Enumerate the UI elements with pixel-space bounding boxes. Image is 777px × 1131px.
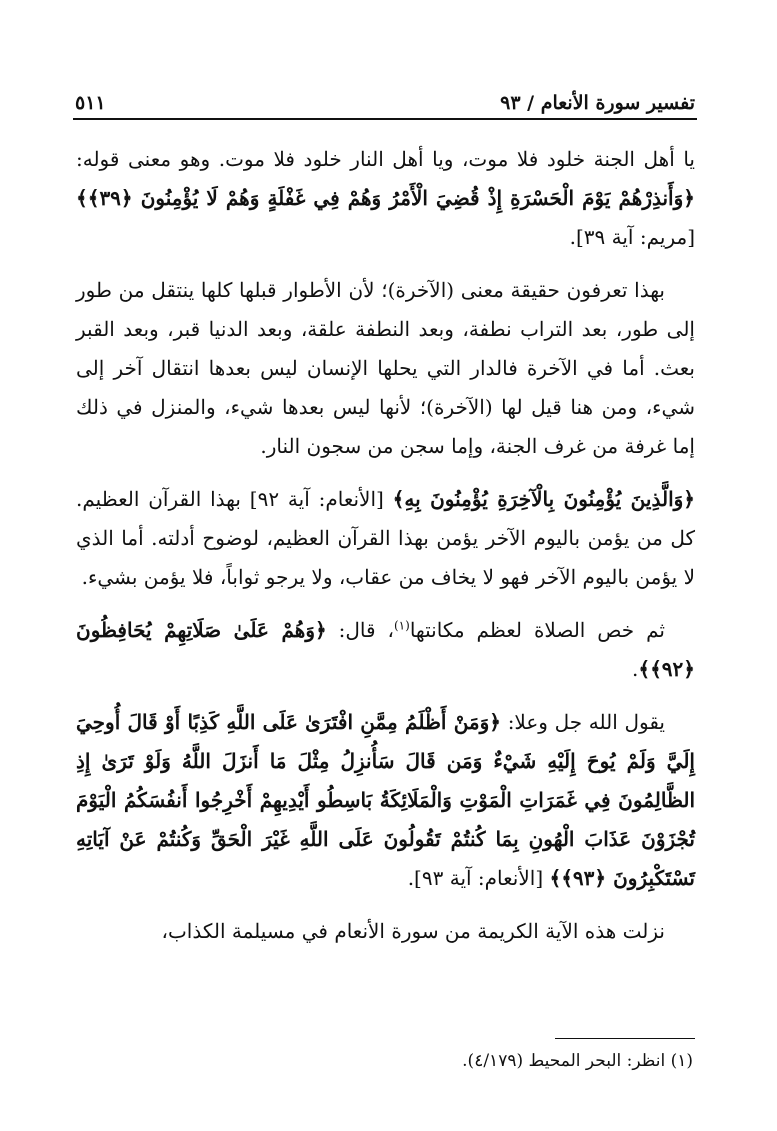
paragraph-text: بهذا تعرفون حقيقة معنى (الآخرة)؛ لأن الأطوار قبلها كلها ينتقل من طور إلى طور، بعد التراب نطفة، وبعد النطفة علقة، وبعد الدنيا قبر، وبعد القبر بعث. أما في الآخرة فالدار التي يحلها الإنسان ليس بعدها انتقال آخر إلى شيء، ومن هنا قيل لها (الآخرة)؛ لأنها ليس بعدها شيء، والمنزل في ذلك إما غرفة من غرف الجنة، وإما سجن من سجون النار. <box>76 278 695 458</box>
footnote-marker: (١) <box>393 618 410 633</box>
header-divider <box>73 118 697 120</box>
paragraph-text: [الأنعام: آية ٩٢] بهذا القرآن العظيم. كل من يؤمن باليوم الآخر يؤمن بهذا القرآن العظيم، لوضوح أدلته. أما الذي لا يؤمن باليوم الآخر فهو لا يخاف من عقاب، ولا يرجو ثواباً، فلا يؤمن بشيء. <box>76 487 695 589</box>
paragraph-text: . <box>632 657 639 681</box>
page-number: ٥١١ <box>75 92 106 114</box>
paragraph-text: يا أهل الجنة خلود فلا موت، ويا أهل النار خلود فلا موت. وهو معنى قوله: <box>76 147 695 171</box>
paragraph-text: ثم خص الصلاة لعظم مكانتها <box>409 618 665 642</box>
running-title: تفسير سورة الأنعام / ٩٣ <box>500 92 695 114</box>
paragraph-text: نزلت هذه الآية الكريمة من سورة الأنعام في مسيلمة الكذاب، <box>161 919 665 943</box>
page-body <box>76 140 695 965</box>
paragraph <box>76 480 695 597</box>
paragraph-text: ، قال: <box>326 618 394 642</box>
paragraph-text: [مريم: آية ٣٩]. <box>569 225 695 249</box>
paragraph <box>76 703 695 898</box>
paragraph-text: يقول الله جل وعلا: <box>501 710 665 734</box>
footnote: (١) انظر: البحر المحيط (٤/١٧٩). <box>462 1051 693 1071</box>
quran-verse: ﴿وَالَّذِينَ يُؤْمِنُونَ بِالْآخِرَةِ يُؤْمِنُونَ بِهِ﴾ <box>392 487 695 511</box>
page-header <box>75 86 695 114</box>
quran-verse: ﴿وَمَنْ أَظْلَمُ مِمَّنِ افْتَرَىٰ عَلَى اللَّهِ كَذِبًا أَوْ قَالَ أُوحِيَ إِلَيَّ وَلَمْ يُوحَ إِلَيْهِ شَيْءٌ وَمَن قَالَ سَأُنزِلُ مِثْلَ مَا أَنزَلَ اللَّهُ وَلَوْ تَرَىٰ إِذِ الظَّالِمُونَ فِي غَمَرَاتِ الْمَوْتِ وَالْمَلَائِكَةُ بَاسِطُو أَيْدِيهِمْ أَخْرِجُوا أَنفُسَكُمُ الْيَوْمَ تُجْزَوْنَ عَذَابَ الْهُونِ بِمَا كُنتُمْ تَقُولُونَ عَلَى اللَّهِ غَيْرَ الْحَقِّ وَكُنتُمْ عَنْ آيَاتِهِ تَسْتَكْبِرُونَ ﴿٩٣﴾﴾ <box>76 710 696 890</box>
paragraph <box>76 912 695 951</box>
paragraph <box>76 271 695 466</box>
quran-verse: ﴿وَأَنذِرْهُمْ يَوْمَ الْحَسْرَةِ إِذْ قُضِيَ الْأَمْرُ وَهُمْ فِي غَفْلَةٍ وَهُمْ لَا يُؤْمِنُونَ ﴿٣٩﴾﴾ <box>76 186 695 210</box>
paragraph-text: [الأنعام: آية ٩٣]. <box>407 866 550 890</box>
footnote-divider <box>555 1038 695 1039</box>
paragraph <box>76 611 695 689</box>
quran-verse: ﴿وَهُمْ عَلَىٰ صَلَاتِهِمْ يُحَافِظُونَ ﴿٩٢﴾﴾ <box>76 618 695 681</box>
paragraph <box>76 140 695 257</box>
